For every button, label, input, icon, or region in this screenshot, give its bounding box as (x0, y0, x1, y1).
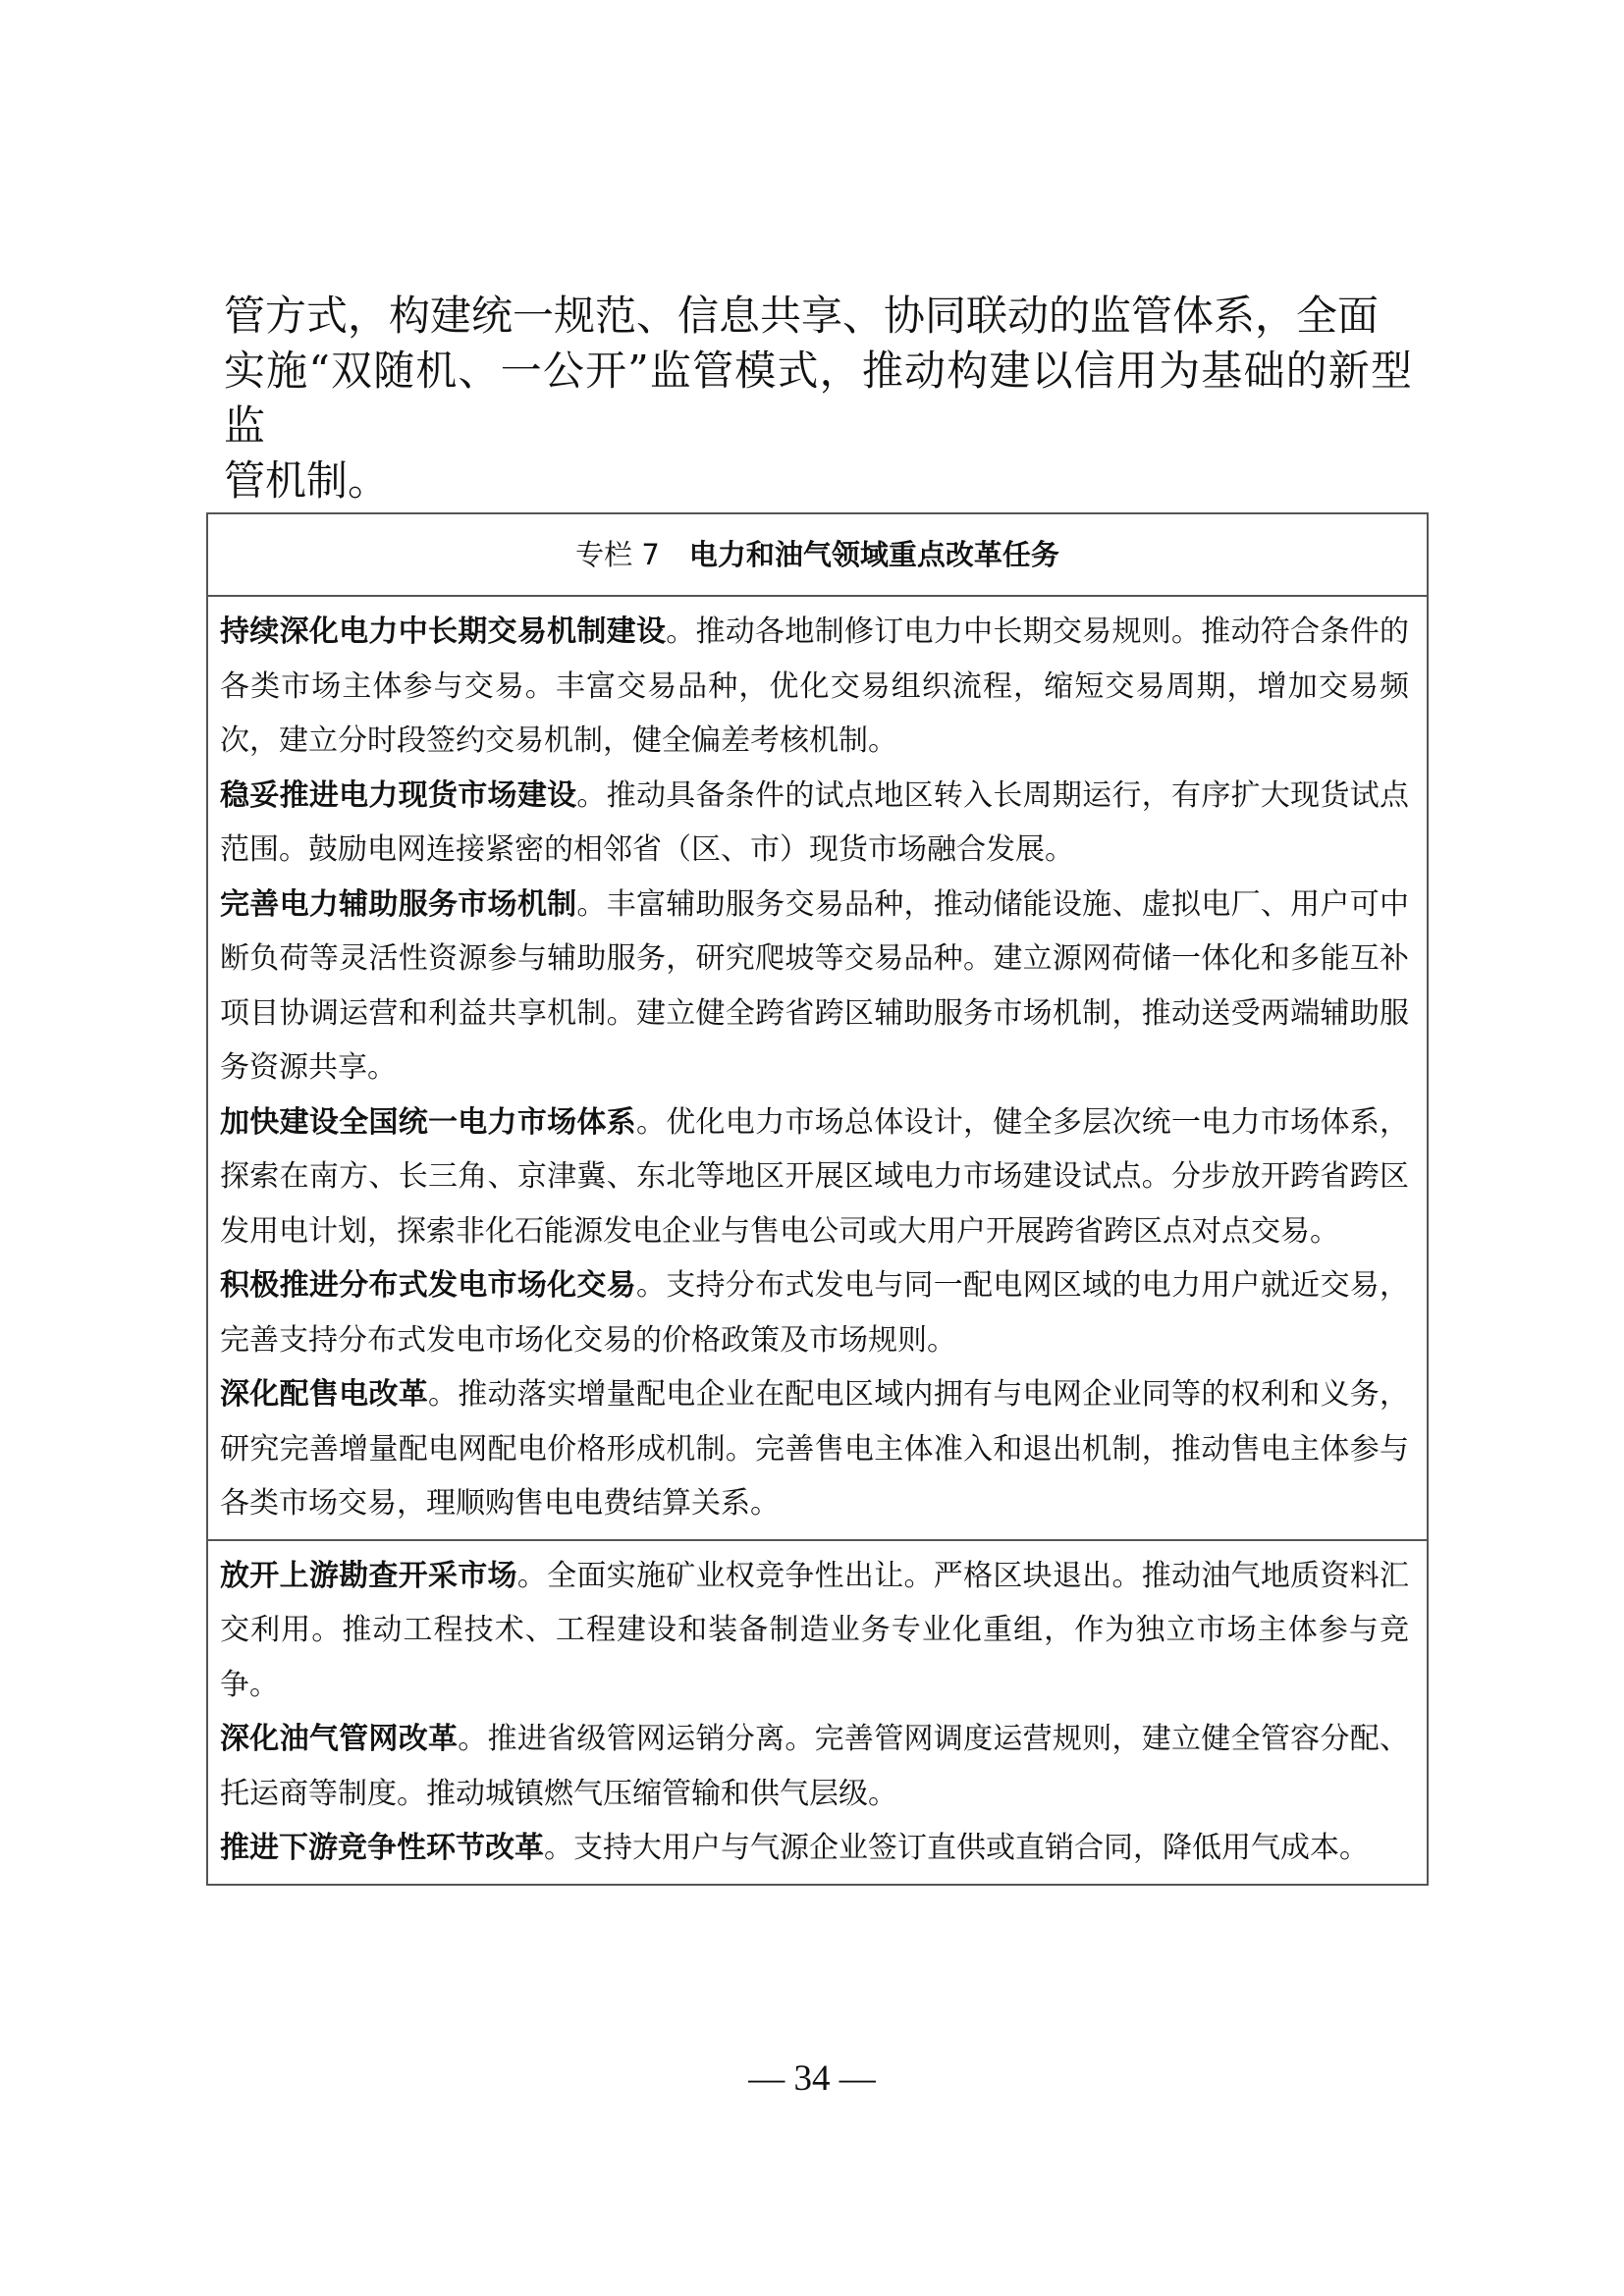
reform-item (220, 1095, 1409, 1259)
reform-item (220, 1258, 1409, 1367)
reform-item-heading: 持续深化电力中长期交易机制建设 (220, 614, 667, 649)
reform-item-heading: 稳妥推进电力现货市场建设 (220, 777, 577, 813)
box-title-text: 电力和油气领域重点改革任务 (688, 538, 1059, 571)
reform-item-heading: 完善电力辅助服务市场机制 (220, 886, 577, 922)
reform-item-heading: 推进下游竞争性环节改革 (220, 1831, 544, 1865)
reform-item-text: 。推动各地制修订电力中长期交易规则。推动符合条件的各类市场主体参与交易。丰富交易品种，优化交易组织流程，缩短交易周期，增加交易频次，建立分时段签约交易机制，健全偏差考核机制。 (220, 614, 1410, 758)
reform-item (220, 878, 1409, 1095)
reform-item-heading: 深化油气管网改革 (220, 1722, 459, 1756)
reform-item-text: 。推动落实增量配电企业在配电区域内拥有与电网企业同等的权利和义务，研究完善增量配电网配电价格形成机制。完善售电主体准入和退出机制，推动售电主体参与各类市场交易，理顺购售电电费结算关系。 (220, 1377, 1410, 1521)
reform-item-heading: 深化配售电改革 (220, 1377, 428, 1412)
intro-paragraph (224, 289, 1412, 508)
reform-item-text: 。支持大用户与气源企业签订直供或直销合同，降低用气成本。 (544, 1831, 1369, 1865)
intro-line: 实施“双随机、一公开”监管模式，推动构建以信用为基础的新型监 (224, 347, 1412, 450)
reform-item-text: 。推动具备条件的试点地区转入长周期运行，有序扩大现货试点范围。鼓励电网连接紧密的相邻省（区、市）现货市场融合发展。 (220, 777, 1410, 867)
reform-item (220, 1712, 1409, 1821)
reform-item (220, 1549, 1409, 1713)
reform-item (220, 605, 1409, 769)
page-number: — 34 — (748, 2058, 876, 2099)
box-title (208, 514, 1427, 597)
intro-line: 管机制。 (224, 456, 390, 505)
oil-gas-section (208, 1539, 1427, 1884)
reform-item (220, 769, 1409, 878)
sidebar-box (206, 512, 1429, 1886)
reform-item-heading: 加快建设全国统一电力市场体系 (220, 1104, 636, 1140)
reform-item (220, 1367, 1409, 1531)
power-section (208, 597, 1427, 1539)
reform-item-text: 。丰富辅助服务交易品种，推动储能设施、虚拟电厂、用户可中断负荷等灵活性资源参与辅助服务，研究爬坡等交易品种。建立源网荷储一体化和多能互补项目协调运营和利益共享机制。建立健全跨省跨区辅助服务市场机制，推动送受两端辅助服务资源共享。 (220, 886, 1410, 1085)
reform-item (220, 1821, 1409, 1876)
reform-item-heading: 积极推进分布式发电市场化交易 (220, 1268, 636, 1303)
box-title-number: 专栏 7 (575, 538, 660, 571)
reform-item-text: 。推进省级管网运销分离。完善管网调度运营规则，建立健全管容分配、托运商等制度。推动城镇燃气压缩管输和供气层级。 (220, 1722, 1410, 1811)
reform-item-text: 。优化电力市场总体设计，健全多层次统一电力市场体系，探索在南方、长三角、京津冀、东北等地区开展区域电力市场建设试点。分步放开跨省跨区发用电计划，探索非化石能源发电企业与售电公司或大用户开展跨省跨区点对点交易。 (220, 1104, 1410, 1249)
intro-line: 管方式，构建统一规范、信息共享、协同联动的监管体系，全面 (224, 292, 1380, 340)
reform-item-text: 。全面实施矿业权竞争性出让。严格区块退出。推动油气地质资料汇交利用。推动工程技术、工程建设和装备制造业务专业化重组，作为独立市场主体参与竞争。 (220, 1558, 1410, 1702)
reform-item-text: 。支持分布式发电与同一配电网区域的电力用户就近交易，完善支持分布式发电市场化交易的价格政策及市场规则。 (220, 1268, 1410, 1358)
reform-item-heading: 放开上游勘查开采市场 (220, 1558, 517, 1593)
